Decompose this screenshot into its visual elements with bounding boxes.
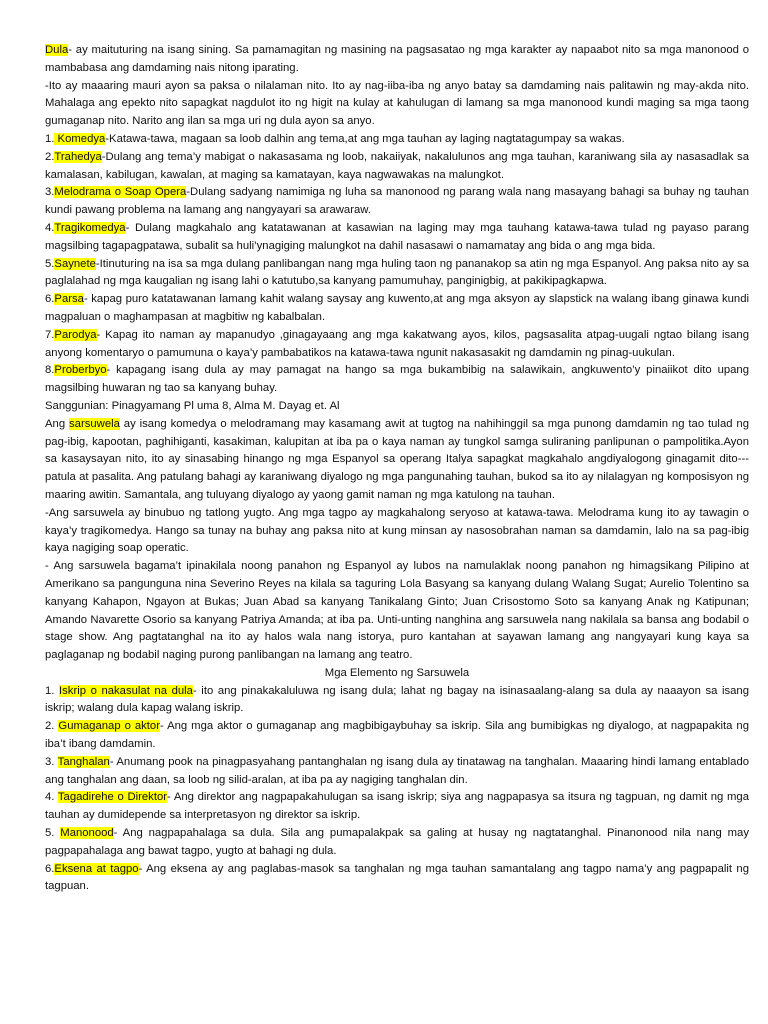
paragraph (45, 256, 749, 292)
text-run: 1. (45, 132, 55, 145)
text-run: 1. (45, 684, 60, 697)
paragraph (45, 42, 749, 78)
text-run: Mga Elemento ng Sarsuwela (324, 666, 470, 679)
text-run: - Anumang pook na pinagpasyahang pantanghalan ng isang dula ay tinatawag na tanghalan. Maaaring hindi lamang entablado ang tanghalan ang daan, sa loob ng silid-aralan, at iba pa ay nagiging tanghalan din. (45, 755, 750, 786)
highlighted-term: sarsuwela (69, 417, 120, 430)
paragraph (45, 683, 749, 719)
text-run: - Ang mga aktor o gumaganap ang magbibigaybuhay sa iskrip. Sila ang bumibigkas ng diyalogo, at nagpapakita ng iba’t ibang damdamin. (45, 720, 750, 751)
text-run: - kapagang isang dula ay may pamagat na hango sa mga bukambibig na salawikain, angkuwento’y pinaiikot dito upang magsilbing huwaran ng tao sa kanyang buhay. (45, 364, 749, 395)
highlighted-term: Iskrip o nakasulat na dula (59, 684, 193, 697)
text-run: 2. (45, 720, 59, 733)
paragraph (45, 220, 749, 256)
text-run: 3. (45, 186, 55, 199)
highlighted-term: Gumaganap o aktor (58, 720, 160, 733)
highlighted-term: Melodrama o Soap Opera (54, 186, 187, 199)
text-run: 6. (45, 293, 55, 306)
text-run: Sanggunian: Pinagyamang Pl uma 8, Alma M. Dayag et. Al (45, 399, 340, 412)
text-run: -Katawa-tawa, magaan sa loob dalhin ang tema,at ang mga tauhan ay laging nagtatagumpay sa wakas. (105, 132, 625, 145)
text-run: ay isang komedya o melodramang may kasamang awit at tugtog na nahihinggil sa mga punong damdamin ng tao tulad ng pag-ibig, kapootan, paghihiganti, kasakiman, kalupitan at iba pa o kaya naman ay tungkol samga suliraning panlipunan o pampolitika.Ayon sa kasaysayan nito, ito ay sinasabing hinango ng mga Espanyol sa operang Italya sapagkat magkahalo angdiyalogong ginagamit dito---patula at pasalita. Ang patulang bahagi ay karaniwang diyalogo ng mga pangunahing tauhan, bukod sa ito ay nilalagyan ng komposisyon ng maaring awitin. Samantala, ang tuluyang diyalogo ay yaong gamit naman ng mga katulong na tauhan. (45, 417, 749, 501)
text-run: 5. (45, 257, 55, 270)
text-run: -Dulang ang tema’y mabigat o nakasasama ng loob, nakaiiyak, nakalulunos ang mga tauhan, karaniwang sila ay nasasadlak sa kamalasan, kabilugan, kawalan, at maging sa kamatayan, kaya nagwawakas na malungkot. (45, 150, 749, 181)
text-run: - Kapag ito naman ay mapanudyo ,ginagayaang ang mga kakatwang ayos, kilos, pagsasalita atpag-uugali ngtao bilang isang anyong komentaryo o pamumuna o kaya’y pambabatikos na katawa-tawa ngunit nakasasakit ng damdamin ng pinag-uukulan. (45, 328, 749, 359)
paragraph (45, 718, 749, 754)
text-run: -Dulang sadyang namimiga ng luha sa manonood ng parang wala nang masayang bahagi sa buhay ng tauhan kundi pawang problema na lamang ang nangyayari sa arawaraw. (45, 186, 749, 217)
paragraph (45, 861, 749, 897)
highlighted-term: Dula (45, 44, 69, 56)
text-run: - ay maituturing na isang sining. Sa pamamagitan ng masining na pagsasatao ng mga karakter ay napaabot nito sa mga manonood o mambabasa ang damdaming nais nitong iparating. (45, 44, 749, 74)
paragraph (45, 416, 749, 505)
paragraph (45, 398, 749, 416)
text-run: -Ang sarsuwela ay binubuo ng tatlong yugto. Ang mga tagpo ay magkahalong seryoso at katawa-tawa. Melodrama kung ito ay tawagin o kaya’y tragikomedya. Hango sa tunay na buhay ang paksa nito at kung minsan ay nasosobrahan naman sa damdamin, lalo na sa pag-ibig kaya nagiging soap operatic. (45, 506, 749, 555)
text-run: 4. (45, 221, 55, 234)
text-run: - Ang sarsuwela bagama’t ipinakilala noong panahon ng Espanyol ay lubos na namulaklak noong panahon ng himagsikang Pilipino at Amerikano sa pangunguna nina Severino Reyes na kilala sa taguring Lola Basyang sa kanyang dulang Walang Sugat; Aurelio Tolentino sa kanyang Kahapon, Ngayon at Bukas; Juan Abad sa kanyang Tanikalang Ginto; Juan Crisostomo Soto sa kanyang Anak ng Katipunan; Amando Navarette Osorio sa kanyang Patriya Amanda; at iba pa. Unti-unting nanghina ang sarsuwela nang nakilala sa bansa ang bodabil o stage show. Ang pagtatanghal na ito ay halos wala nang istorya, puro kantahan at sayawan lamang ang nangyayari kung kaya sa paglaganap ng bodabil naging purong panlibangan na lamang ang teatro. (45, 560, 749, 662)
text-run: - Ang nagpapahalaga sa dula. Sila ang pumapalakpak sa galing at husay ng nagtatanghal. Pinanonood nila nang may pagpapahalaga ang bawat tagpo, yugto at bahagi ng dula. (45, 827, 749, 857)
paragraph (45, 327, 749, 363)
text-run: -Ito ay maaaring mauri ayon sa paksa o nilalaman nito. Ito ay nag-iiba-iba ng anyo batay sa damdaming nais palitawin ng may-akda nito. Mahalaga ang epekto nito sapagkat nagdulot ito ng higit na kulay at kahulugan di lamang sa mga manonood kundi maging sa mga taong gumaganap nito. Narito ang ilan sa mga uri ng dula ayon sa anyo. (45, 79, 749, 128)
highlighted-term: Komedya (54, 132, 106, 145)
text-run: Ang (45, 417, 70, 430)
paragraph (45, 825, 749, 861)
highlighted-term: Proberbyo (54, 364, 107, 377)
text-run: 5. (45, 827, 61, 840)
section-heading (45, 665, 749, 683)
paragraph (45, 78, 749, 131)
text-run: - ito ang pinakakaluluwa ng isang dula; lahat ng bagay na isinasaalang-alang sa dula ay naaayon sa isang iskrip; walang dula kapag walang iskrip. (45, 684, 749, 715)
paragraph (45, 789, 749, 825)
highlighted-term: Trahedya (54, 150, 102, 163)
text-run: - kapag puro katatawanan lamang kahit walang saysay ang kuwento,at ang mga aksyon ay slapstick na walang ibang ginawa kundi magpaluan o maghampasan at magbitiw ng kabalbalan. (45, 293, 749, 323)
paragraph (45, 505, 749, 558)
highlighted-term: Tragikomedya (54, 221, 126, 234)
text-run: -Itinuturing na isa sa mga dulang panlibangan nang mga huling taon ng pananakop sa atin ng mga Espanyol. Ang paksa nito ay sa paglalahad ng mga kaugalian ng isang lahi o katutubo,sa kanyang pamumuhay, panginigbig, at pakikipagkapwa. (45, 257, 749, 288)
text-run: - Ang eksena ay ang paglabas-masok sa tanghalan ng mga tauhan samantalang ang tagpo nama’y ang pagpapalit ng tagpuan. (45, 862, 749, 893)
highlighted-term: Saynete (54, 257, 96, 270)
paragraph (45, 131, 749, 149)
text-run: 6. (45, 862, 55, 875)
document-body (45, 42, 749, 896)
paragraph (45, 184, 749, 220)
paragraph (45, 558, 749, 665)
text-run: 2. (45, 150, 55, 163)
highlighted-term: Tagadirehe o Direktor (57, 791, 168, 804)
text-run: 3. (45, 755, 58, 768)
paragraph (45, 149, 749, 185)
text-run: - Dulang magkahalo ang katatawanan at kasawian na laging may mga tauhang katawa-tawa tulad ng payaso parang magsilbing tagapagpatawa, subalit sa huli’ynagiging malungkot na dahil nasasawi o namamatay ang bida o ang mga bida. (45, 221, 749, 252)
text-run: 8. (45, 364, 55, 377)
highlighted-term: Parsa (54, 293, 84, 306)
paragraph (45, 291, 749, 327)
highlighted-term: Tanghalan (57, 755, 110, 768)
highlighted-term: Eksena at tagpo (54, 862, 139, 875)
highlighted-term: Manonood (60, 827, 114, 840)
text-run: 7. (45, 328, 55, 341)
highlighted-term: Parodya (54, 328, 97, 341)
paragraph (45, 362, 749, 398)
text-run: - Ang direktor ang nagpapakahulugan sa isang iskrip; siya ang nagpapasya sa itsura ng tagpuan, ng damit ng mga tauhan ay dumidepende sa interpretasyon ng direktor sa iskrip. (45, 791, 749, 822)
paragraph (45, 754, 749, 790)
text-run: 4. (45, 791, 58, 804)
